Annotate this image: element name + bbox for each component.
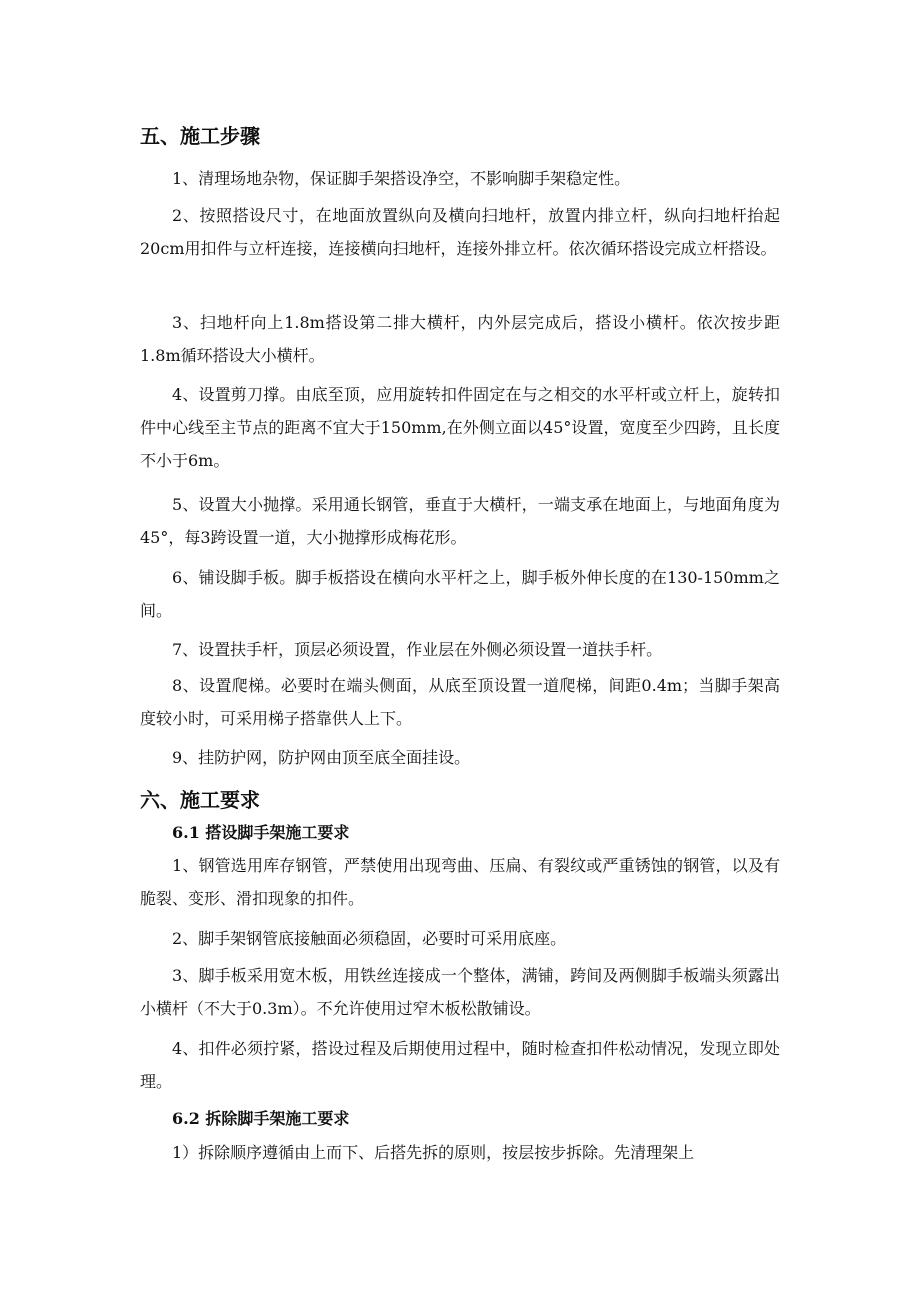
section-6-title: 六、施工要求 bbox=[140, 788, 260, 812]
step-3: 3、扫地杆向上1.8m搭设第二排大横杆，内外层完成后，搭设小横杆。依次按步距1.8m循环搭设大小横杆。 bbox=[140, 313, 780, 365]
subsection-6-1-title: 6.1 搭设脚手架施工要求 bbox=[172, 823, 350, 842]
step-9: 9、挂防护网，防护网由顶至底全面挂设。 bbox=[172, 748, 471, 767]
step-8: 8、设置爬梯。必要时在端头侧面，从底至顶设置一道爬梯，间距0.4m；当脚手架高度较小时，可采用梯子搭靠供人上下。 bbox=[140, 676, 780, 728]
step-1: 1、清理场地杂物，保证脚手架搭设净空，不影响脚手架稳定性。 bbox=[172, 169, 631, 188]
requirement-1: 1、钢管选用库存钢管，严禁使用出现弯曲、压扁、有裂纹或严重锈蚀的钢管，以及有脆裂、变形、滑扣现象的扣件。 bbox=[140, 856, 780, 908]
step-5: 5、设置大小抛撑。采用通长钢管，垂直于大横杆，一端支承在地面上，与地面角度为45°，每3跨设置一道，大小抛撑形成梅花形。 bbox=[140, 495, 780, 547]
step-7: 7、设置扶手杆，顶层必须设置，作业层在外侧必须设置一道扶手杆。 bbox=[172, 640, 663, 659]
subsection-6-2-title: 6.2 拆除脚手架施工要求 bbox=[172, 1109, 350, 1128]
requirement-4: 4、扣件必须拧紧，搭设过程及后期使用过程中，随时检查扣件松动情况，发现立即处理。 bbox=[140, 1039, 780, 1091]
step-6: 6、铺设脚手板。脚手板搭设在横向水平杆之上，脚手板外伸长度的在130-150mm之间。 bbox=[140, 568, 780, 620]
requirement-3: 3、脚手板采用宽木板，用铁丝连接成一个整体，满铺，跨间及两侧脚手板端头须露出小横杆（不大于0.3m）。不允许使用过窄木板松散铺设。 bbox=[140, 966, 780, 1018]
step-2: 2、按照搭设尺寸，在地面放置纵向及横向扫地杆，放置内排立杆，纵向扫地杆抬起20cm用扣件与立杆连接，连接横向扫地杆，连接外排立杆。依次循环搭设完成立杆搭设。 bbox=[140, 206, 780, 258]
removal-requirement-1: 1）拆除顺序遵循由上而下、后搭先拆的原则，按层按步拆除。先清理架上 bbox=[172, 1143, 695, 1162]
step-4: 4、设置剪刀撑。由底至顶，应用旋转扣件固定在与之相交的水平杆或立杆上，旋转扣件中心线至主节点的距离不宜大于150mm,在外侧立面以45°设置，宽度至少四跨，且长度不小于6m。 bbox=[140, 385, 780, 470]
requirement-2: 2、脚手架钢管底接触面必须稳固，必要时可采用底座。 bbox=[172, 929, 567, 948]
section-5-title: 五、施工步骤 bbox=[140, 124, 260, 148]
